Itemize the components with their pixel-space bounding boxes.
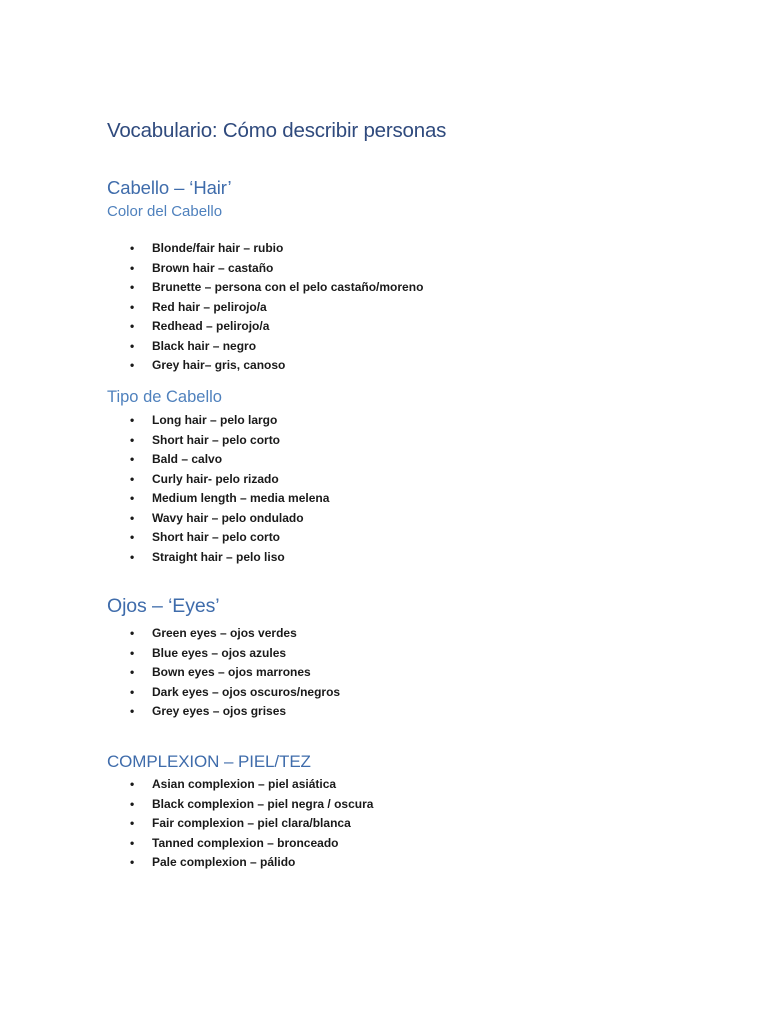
list-item: [130, 489, 329, 509]
heading-ojos: Ojos – ‘Eyes’: [107, 595, 220, 617]
bullet-icon: •: [130, 471, 135, 486]
heading-complexion: COMPLEXION – PIEL/TEZ: [107, 752, 311, 771]
list-item: [130, 356, 423, 376]
list-item-text: Straight hair – pelo liso: [152, 549, 285, 564]
list-item-text: Brown hair – castaño: [152, 260, 274, 275]
list-item-text: Pale complexion – pálido: [152, 855, 296, 869]
list-item: [130, 431, 329, 451]
list-item: [130, 411, 329, 431]
list-complexion: [130, 775, 373, 873]
list-item: [130, 470, 329, 490]
bullet-icon: •: [130, 338, 135, 353]
list-item-text: Long hair – pelo largo: [152, 413, 278, 427]
list-item: [130, 683, 340, 703]
bullet-icon: •: [130, 665, 135, 679]
bullet-icon: •: [130, 260, 135, 275]
bullet-icon: •: [130, 816, 135, 830]
list-item-text: Asian complexion – piel asiática: [152, 777, 337, 791]
list-item: [130, 775, 373, 795]
list-item: [130, 239, 423, 259]
list-item: [130, 278, 423, 298]
list-item: [130, 528, 329, 548]
list-item: [130, 548, 329, 568]
list-item: [130, 298, 423, 318]
bullet-icon: •: [130, 241, 135, 255]
bullet-icon: •: [130, 855, 135, 869]
list-item-text: Black complexion – piel negra / oscura: [152, 796, 374, 811]
list-item-text: Short hair – pelo corto: [152, 432, 281, 447]
subheading-color-del-cabello: Color del Cabello: [107, 203, 223, 220]
bullet-icon: •: [130, 319, 135, 333]
list-item: [130, 663, 340, 683]
bullet-icon: •: [130, 413, 135, 427]
list-item: [130, 450, 329, 470]
list-item-text: Dark eyes – ojos oscuros/negros: [152, 684, 341, 699]
subheading-tipo-de-cabello: Tipo de Cabello: [107, 388, 222, 406]
heading-cabello: Cabello – ‘Hair’: [107, 177, 232, 198]
list-item-text: Bown eyes – ojos marrones: [152, 665, 311, 679]
list-item: [130, 259, 423, 279]
list-item-text: Curly hair- pelo rizado: [152, 471, 279, 486]
document-title: Vocabulario: Cómo describir personas: [107, 119, 447, 142]
list-item: [130, 814, 373, 834]
bullet-icon: •: [130, 549, 135, 564]
list-item-text: Wavy hair – pelo ondulado: [152, 510, 304, 525]
list-tipo-de-cabello: [130, 411, 329, 567]
list-item-text: Brunette – persona con el pelo castaño/moreno: [152, 280, 424, 294]
list-item: [130, 644, 340, 664]
list-item-text: Tanned complexion – bronceado: [152, 835, 339, 850]
bullet-icon: •: [130, 796, 135, 811]
list-item-text: Redhead – pelirojo/a: [152, 319, 270, 333]
bullet-icon: •: [130, 530, 135, 544]
list-item: [130, 853, 373, 873]
list-ojos: [130, 624, 340, 722]
list-item-text: Blue eyes – ojos azules: [152, 645, 287, 660]
bullet-icon: •: [130, 432, 135, 447]
bullet-icon: •: [130, 626, 135, 640]
bullet-icon: •: [130, 704, 135, 718]
bullet-icon: •: [130, 491, 135, 505]
list-item-text: Grey eyes – ojos grises: [152, 704, 287, 718]
list-item: [130, 337, 423, 357]
list-item-text: Blonde/fair hair – rubio: [152, 241, 284, 255]
list-item-text: Black hair – negro: [152, 338, 257, 353]
list-item: [130, 509, 329, 529]
list-item-text: Short hair – pelo corto: [152, 530, 281, 544]
bullet-icon: •: [130, 358, 135, 372]
list-item-text: Fair complexion – piel clara/blanca: [152, 816, 351, 830]
bullet-icon: •: [130, 835, 135, 850]
list-item-text: Medium length – media melena: [152, 491, 330, 505]
bullet-icon: •: [130, 777, 135, 791]
bullet-icon: •: [130, 684, 135, 699]
bullet-icon: •: [130, 299, 135, 314]
list-item-text: Red hair – pelirojo/a: [152, 299, 267, 314]
list-item: [130, 317, 423, 337]
bullet-icon: •: [130, 645, 135, 660]
bullet-icon: •: [130, 280, 135, 294]
list-item-text: Grey hair– gris, canoso: [152, 358, 286, 372]
list-item: [130, 624, 340, 644]
list-color-del-cabello: [130, 239, 423, 376]
bullet-icon: •: [130, 452, 135, 466]
list-item: [130, 834, 373, 854]
list-item: [130, 795, 373, 815]
bullet-icon: •: [130, 510, 135, 525]
list-item-text: Green eyes – ojos verdes: [152, 626, 297, 640]
list-item-text: Bald – calvo: [152, 452, 223, 466]
list-item: [130, 702, 340, 722]
